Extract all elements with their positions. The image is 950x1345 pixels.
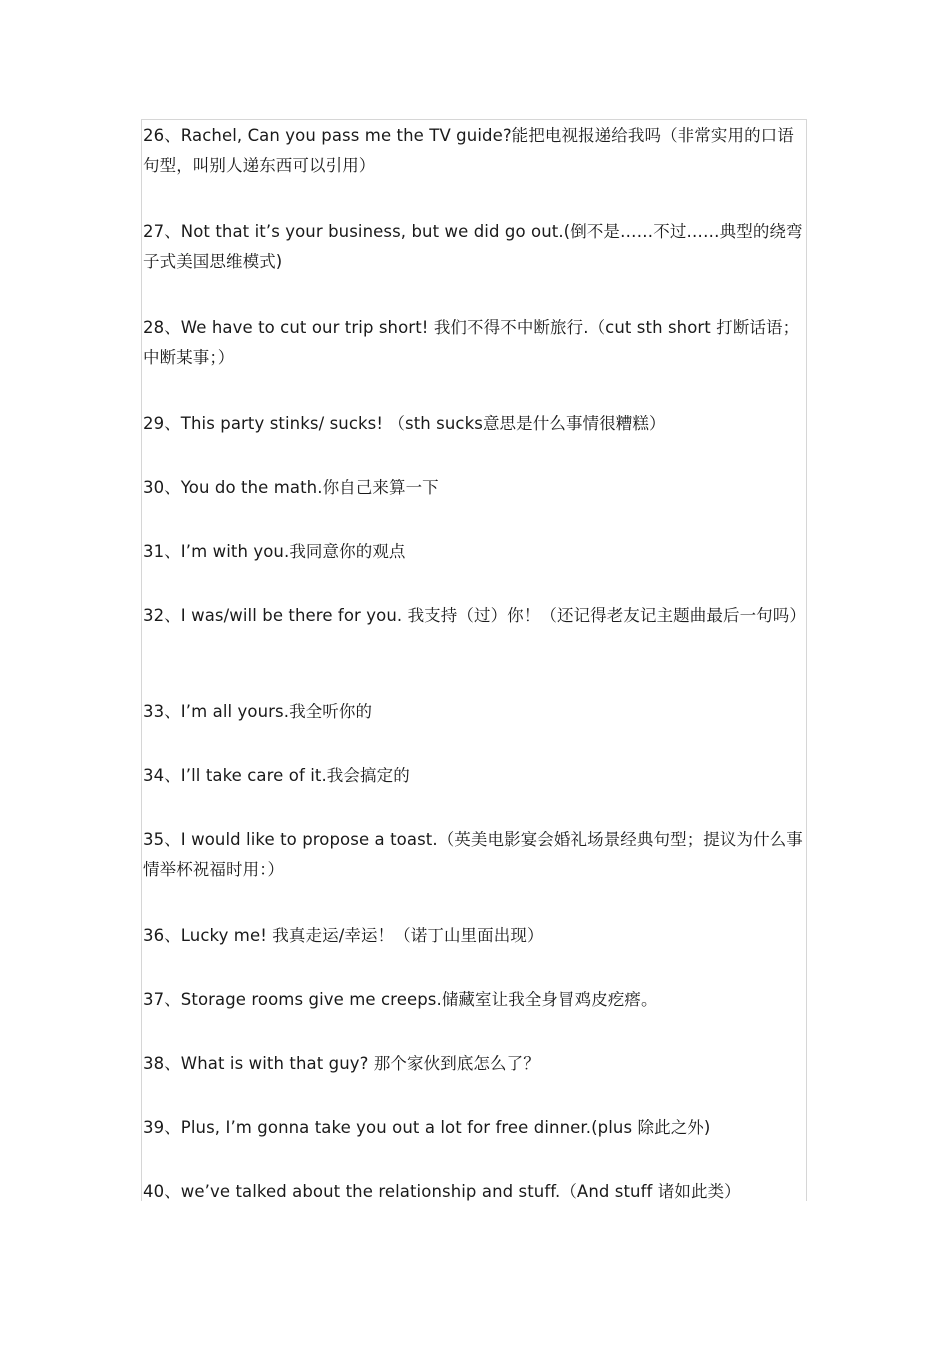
phrase-28: 28、We have to cut our trip short! 我们不得不中断旅行.（cut sth short 打断话语；中断某事；） — [143, 318, 800, 367]
phrase-26: 26、Rachel, Can you pass me the TV guide?能把电视报递给我吗（非常实用的口语句型，叫别人递东西可以引用） — [143, 126, 794, 175]
phrase-30: 30、You do the math.你自己来算一下 — [143, 478, 439, 497]
phrase-31: 31、I’m with you.我同意你的观点 — [143, 542, 406, 561]
phrase-32: 32、I was/will be there for you. 我支持（过）你！（还记得老友记主题曲最后一句吗） — [143, 606, 806, 625]
phrase-39: 39、Plus, I’m gonna take you out a lot for free dinner.(plus 除此之外) — [143, 1118, 711, 1137]
phrase-35: 35、I would like to propose a toast.（英美电影宴会婚礼场景经典句型；提议为什么事情举杯祝福时用：） — [143, 830, 803, 879]
phrase-29: 29、This party stinks/ sucks! （sth sucks意思是什么事情很糟糕） — [143, 414, 666, 433]
page-frame — [141, 119, 807, 1201]
phrase-34: 34、I’ll take care of it.我会搞定的 — [143, 766, 410, 785]
phrase-37: 37、Storage rooms give me creeps.储藏室让我全身冒鸡皮疙瘩。 — [143, 990, 658, 1009]
phrase-27: 27、Not that it’s your business, but we did go out.(倒不是……不过……典型的绕弯子式美国思维模式) — [143, 222, 803, 271]
phrase-33: 33、I’m all yours.我全听你的 — [143, 702, 373, 721]
phrase-36: 36、Lucky me! 我真走运/幸运！（诺丁山里面出现） — [143, 926, 544, 945]
phrase-40: 40、we’ve talked about the relationship and stuff.（And stuff 诸如此类） — [143, 1182, 741, 1201]
phrase-38: 38、What is with that guy? 那个家伙到底怎么了？ — [143, 1054, 540, 1073]
